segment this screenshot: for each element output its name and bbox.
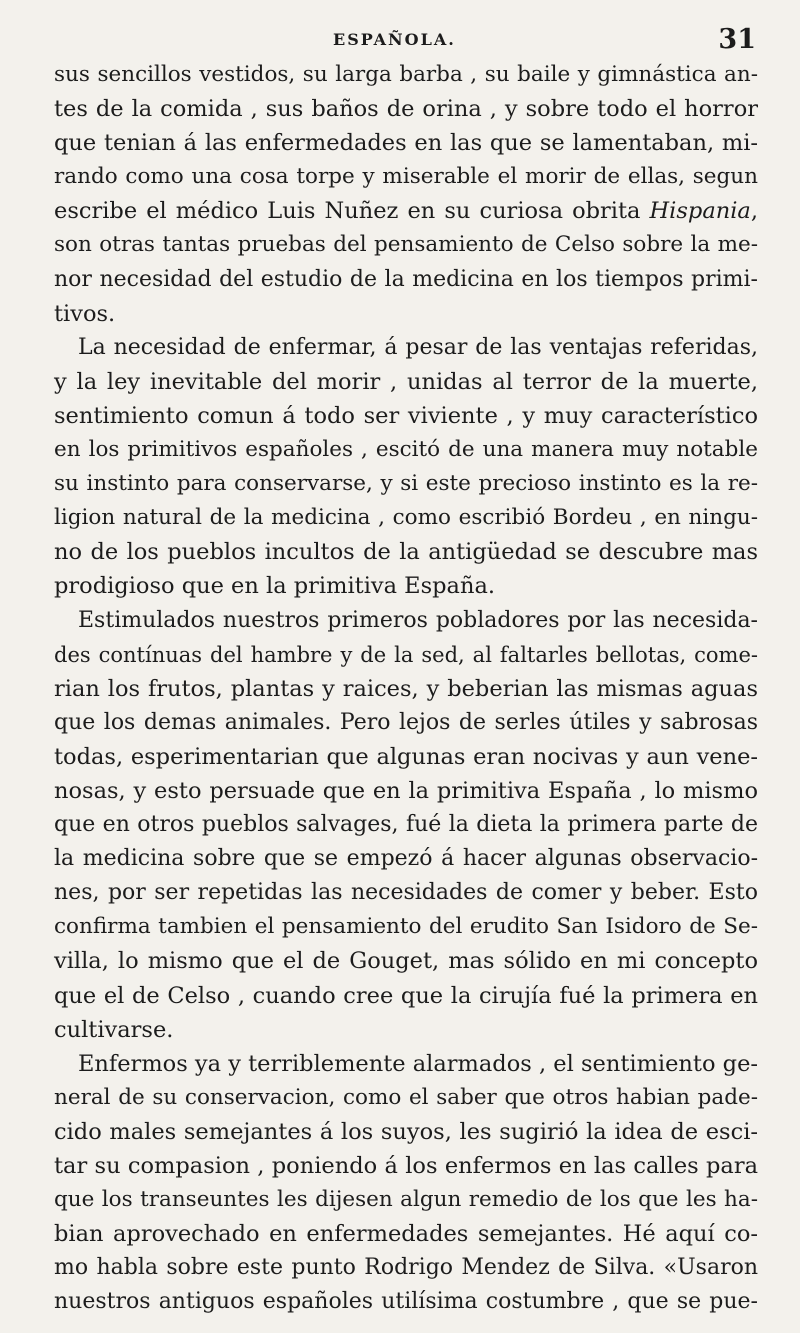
- text-line: rian los frutos, plantas y raices, y beberian las mismas aguas: [54, 675, 758, 702]
- paragraph-first-line: Enfermos ya y terriblemente alarmados , el sentimiento ge-: [78, 1050, 758, 1077]
- text-line: des contínuas del hambre y de la sed, al faltarles bellotas, come-: [54, 642, 758, 667]
- book-title: Hispania: [649, 198, 751, 225]
- text-line: tivos.: [54, 300, 116, 327]
- running-header: [0, 24, 800, 54]
- text-line: que los transeuntes les dijesen algun remedio de los que les ha-: [54, 1187, 758, 1213]
- text-line: sentimiento comun á todo ser viviente , y muy característico: [54, 402, 758, 429]
- running-title: ESPAÑOLA.: [333, 30, 456, 49]
- text-line: son otras tantas pruebas del pensamiento de Celso sobre la me-: [54, 232, 758, 258]
- text-line: cultivarse.: [54, 1016, 174, 1043]
- text-line: nuestros antiguos españoles utilísima costumbre , que se pue-: [54, 1289, 758, 1315]
- text-line: neral de su conservacion, como el saber que otros habian pade-: [54, 1084, 758, 1110]
- text-line: nes, por ser repetidas las necesidades de comer y beber. Esto: [54, 880, 758, 906]
- text-line: bian aprovechado en enfermedades semejantes. Hé aquí co-: [54, 1221, 758, 1248]
- text-line: en los primitivos españoles , escitó de una manera muy notable: [54, 437, 758, 463]
- text-line: escribe el médico Luis Nuñez en su curiosa obrita Hispania,: [54, 198, 758, 225]
- text-line: y la ley inevitable del morir , unidas al terror de la muerte,: [54, 368, 758, 395]
- text-line: sus sencillos vestidos, su larga barba , su baile y gimnástica an-: [54, 62, 758, 87]
- text-line: que los demas animales. Pero lejos de serles útiles y sabrosas: [54, 709, 758, 735]
- text-line: villa, lo mismo que el de Gouget, mas sólido en mi concepto: [54, 948, 758, 975]
- text-line: tes de la comida , sus baños de orina , y sobre todo el horror: [54, 96, 758, 123]
- text-line: mo habla sobre este punto Rodrigo Mendez de Silva. «Usaron: [54, 1255, 758, 1281]
- text-line: prodigioso que en la primitiva España.: [54, 573, 496, 600]
- paragraph-first-line: La necesidad de enfermar, á pesar de las ventajas referidas,: [78, 334, 758, 360]
- text-line: que el de Celso , cuando cree que la cirujía fué la primera en: [54, 982, 758, 1009]
- text-line: no de los pueblos incultos de la antigüedad se descubre mas: [54, 539, 758, 566]
- text-line: nor necesidad del estudio de la medicina en los tiempos primi-: [54, 266, 758, 292]
- text-line: todas, esperimentarian que algunas eran nocivas y aun vene-: [54, 743, 758, 770]
- text-line: nosas, y esto persuade que en la primitiva España , lo mismo: [54, 777, 758, 804]
- text-line: cido males semejantes á los suyos, les sugirió la idea de esci-: [54, 1118, 758, 1145]
- text-line: rando como una cosa torpe y miserable el morir de ellas, segun: [54, 164, 758, 190]
- text-line: confirma tambien el pensamiento del erudito San Isidoro de Se-: [54, 914, 758, 940]
- text-line: tar su compasion , poniendo á los enfermos en las calles para: [54, 1153, 758, 1179]
- text-line: su instinto para conservarse, y si este precioso instinto es la re-: [54, 471, 758, 497]
- text-line: que tenian á las enfermedades en las que se lamentaban, mi-: [54, 130, 758, 157]
- text-line: ligion natural de la medicina , como escribió Bordeu , en ningu-: [54, 505, 758, 531]
- text-line: que en otros pueblos salvages, fué la dieta la primera parte de: [54, 812, 758, 838]
- paragraph-first-line: Estimulados nuestros primeros pobladores por las necesida-: [78, 607, 758, 633]
- page-number: 31: [718, 24, 756, 55]
- text-line: la medicina sobre que se empezó á hacer algunas observacio-: [54, 846, 758, 872]
- body-text: [54, 58, 758, 1319]
